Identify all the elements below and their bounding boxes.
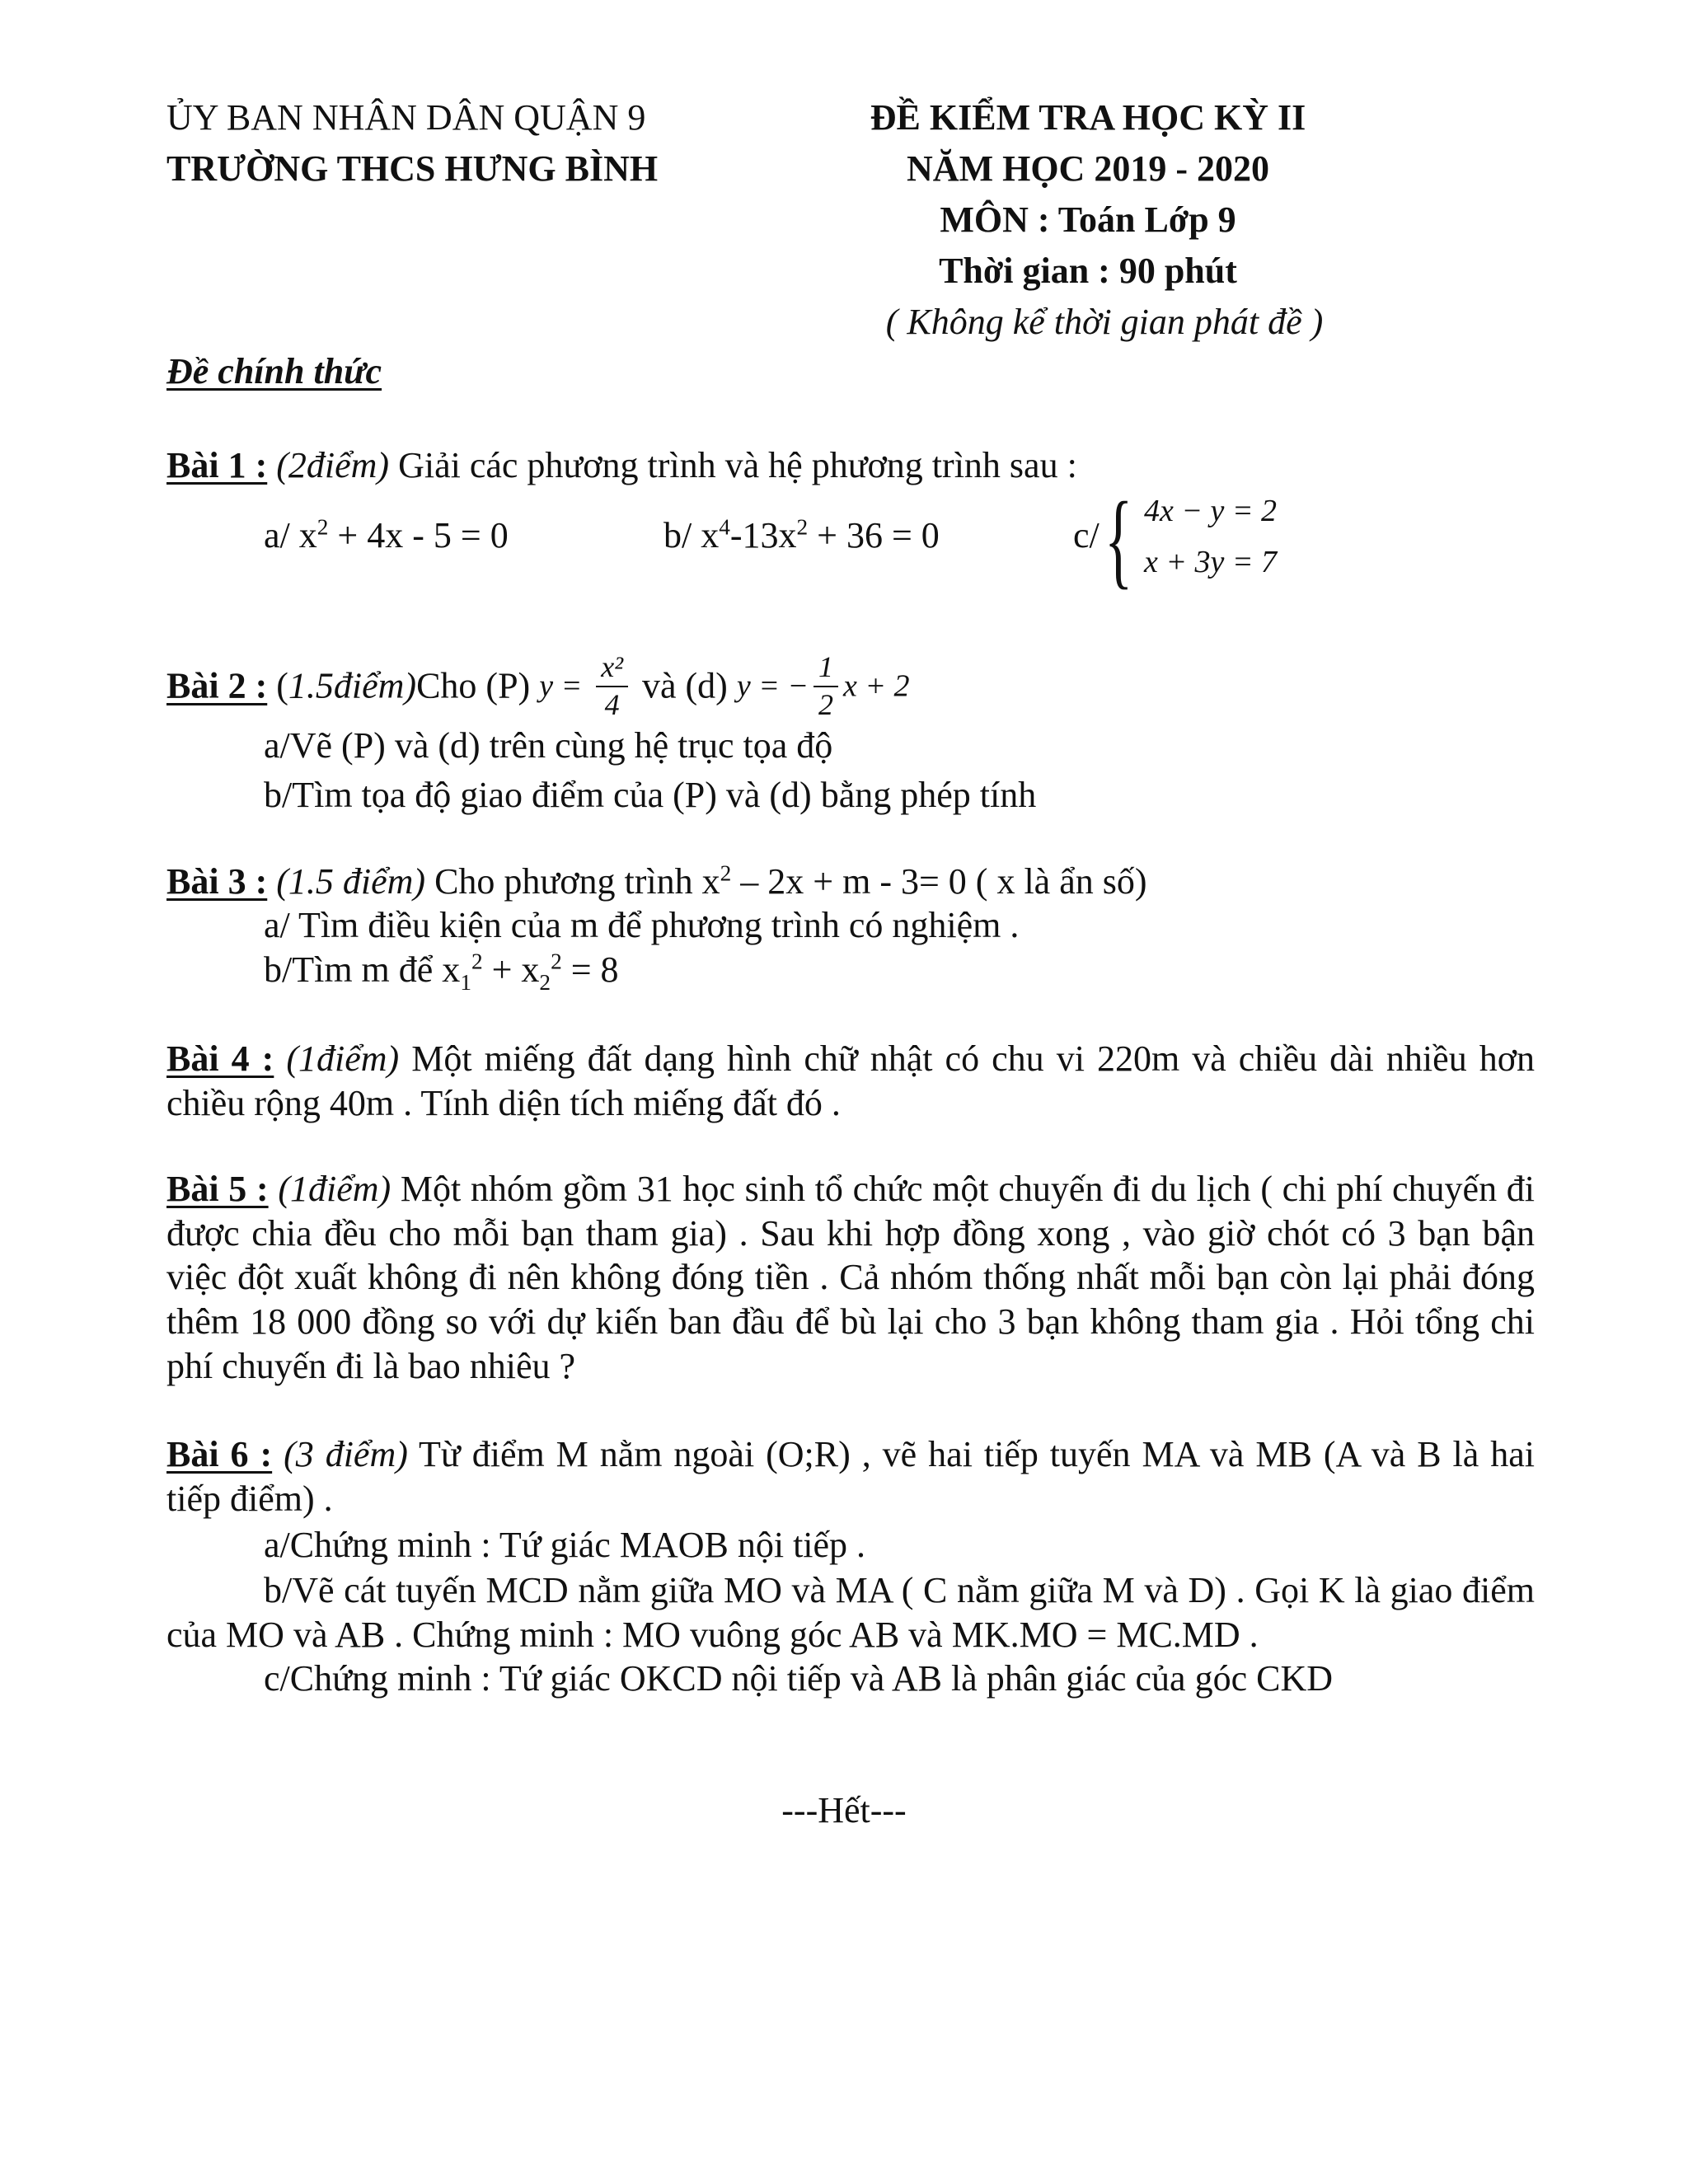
d-rhs: x + 2 <box>843 668 910 704</box>
bai3-a: a/ Tìm điều kiện của m để phương trình có nghiệm . <box>264 905 1020 945</box>
subscript: 1 <box>460 969 471 995</box>
d-denominator: 2 <box>818 687 833 721</box>
exponent: 2 <box>551 949 562 974</box>
official-label: Đề chính thức <box>166 351 382 391</box>
bai1-label: Bài 1 : <box>166 445 268 485</box>
bai3-points: (1.5 điểm) <box>276 861 426 902</box>
bai4-points: (1điểm) <box>286 1038 400 1079</box>
exponent: 2 <box>471 949 483 974</box>
p-fraction <box>596 651 628 721</box>
system-line-2: x + 3y = 7 <box>1144 545 1278 579</box>
bai6-points: (3 điểm) <box>284 1434 408 1474</box>
bai1-eq-b <box>663 515 940 557</box>
school-year: NĂM HỌC 2019 - 2020 <box>907 148 1269 189</box>
bai6-text: Từ điểm M nằm ngoài (O;R) , vẽ hai tiếp tuyến MA và MB (A và B là hai tiếp điểm) . <box>166 1434 1536 1519</box>
exponent: 2 <box>316 514 329 540</box>
bai1-a-rest: + 4x - 5 = 0 <box>328 515 509 555</box>
exponent: 4 <box>719 514 730 540</box>
subscript: 2 <box>539 969 551 995</box>
exponent: 2 <box>796 514 809 540</box>
bai1-b-end: + 36 = 0 <box>808 515 940 555</box>
bai2-label: Bài 2 : <box>166 665 268 706</box>
d-lhs: y = − <box>736 668 809 704</box>
bai1-b-mid: -13x <box>729 515 797 555</box>
bai6-label: Bài 6 : <box>166 1434 273 1474</box>
bai6-a: a/Chứng minh : Tứ giác MAOB nội tiếp . <box>264 1525 866 1565</box>
p-numerator: x² <box>596 651 628 687</box>
school-name: TRƯỜNG THCS HƯNG BÌNH <box>166 148 659 189</box>
bai3-b-pre: b/Tìm m để x <box>264 949 461 990</box>
bai2-paren: ( <box>267 665 288 706</box>
bai4-text: Một miếng đất dạng hình chữ nhật có chu vi 220m và chiều dài nhiều hơn chiều rộng 40m . Tính diện tích miếng đất đó . <box>166 1038 1536 1123</box>
bai2-text2: và (d) <box>642 665 737 706</box>
bai6-paragraph <box>166 1432 1535 1521</box>
subject-grade: MÔN : Toán Lớp 9 <box>940 199 1236 240</box>
bai2-b: b/Tìm tọa độ giao điểm của (P) và (d) bằng phép tính <box>264 775 1037 815</box>
brace-icon: { <box>1104 480 1133 599</box>
bai6-b: b/Vẽ cát tuyến MCD nằm giữa MO và MA ( C nằm giữa M và D) . Gọi K là giao điểm của MO và AB . Chứng minh : MO vuông góc AB và MK.MO = MC.MD . <box>166 1570 1535 1655</box>
d-numerator: 1 <box>814 651 838 687</box>
bai6-c: c/Chứng minh : Tứ giác OKCD nội tiếp và AB là phân giác của góc CKD <box>264 1658 1333 1699</box>
bai1-equation-system <box>1104 480 1352 602</box>
bai1-b-prefix: b/ x <box>663 515 720 555</box>
system-line-1: 4x − y = 2 <box>1144 494 1278 528</box>
bai1-c-label: c/ <box>1073 515 1100 555</box>
bai1-text: Giải các phương trình và hệ phương trình sau : <box>389 445 1077 485</box>
bai5-paragraph <box>166 1167 1535 1388</box>
p-lhs: y = <box>539 668 583 704</box>
duration-note: ( Không kể thời gian phát đề ) <box>885 302 1324 342</box>
bai4-label: Bài 4 : <box>166 1038 274 1079</box>
bai2-text1: Cho (P) <box>416 665 540 706</box>
exponent: 2 <box>720 860 732 886</box>
bai4-paragraph <box>166 1037 1535 1125</box>
bai5-text: Một nhóm gồm 31 học sinh tổ chức một chuyến đi du lịch ( chi phí chuyến đi được chia đều cho mỗi bạn tham gia) . Sau khi hợp đồng xong , vào giờ chót có 3 bạn bận việc đột xuất không đi nên không đóng tiền . Cả nhóm thống nhất mỗi bạn còn lại phải đóng thêm 18 000 đồng so với dự kiến ban đầu để bù lại cho 3 bạn không tham gia . Hỏi tổng chi phí chuyến đi là bao nhiêu ? <box>166 1169 1536 1386</box>
bai3-heading <box>166 861 1147 903</box>
bai1-a-prefix: a/ x <box>264 515 317 555</box>
duration: Thời gian : 90 phút <box>939 251 1237 291</box>
bai1-heading <box>166 445 1077 487</box>
exam-title: ĐỀ KIỂM TRA HỌC KỲ II <box>870 97 1306 138</box>
bai2-a: a/Vẽ (P) và (d) trên cùng hệ trục tọa độ <box>264 725 833 766</box>
end-marker: ---Hết--- <box>781 1790 907 1830</box>
bai3-text-post: – 2x + m - 3= 0 ( x là ẩn số) <box>731 861 1147 902</box>
bai5-label: Bài 5 : <box>166 1169 269 1209</box>
p-denominator: 4 <box>604 687 620 721</box>
bai2-heading <box>166 651 910 721</box>
bai3-label: Bài 3 : <box>166 861 268 902</box>
bai3-text-pre: Cho phương trình x <box>425 861 720 902</box>
bai1-eq-a <box>264 515 509 557</box>
bai2-points: 1.5điểm) <box>288 665 417 706</box>
bai3-b <box>264 949 619 995</box>
d-fraction <box>814 651 838 721</box>
district-committee: ỦY BAN NHÂN DÂN QUẬN 9 <box>166 97 646 138</box>
bai5-points: (1điểm) <box>278 1169 392 1209</box>
bai3-b-mid: + x <box>482 949 540 990</box>
bai1-points: (2điểm) <box>276 445 390 485</box>
bai3-b-end: = 8 <box>561 949 619 990</box>
